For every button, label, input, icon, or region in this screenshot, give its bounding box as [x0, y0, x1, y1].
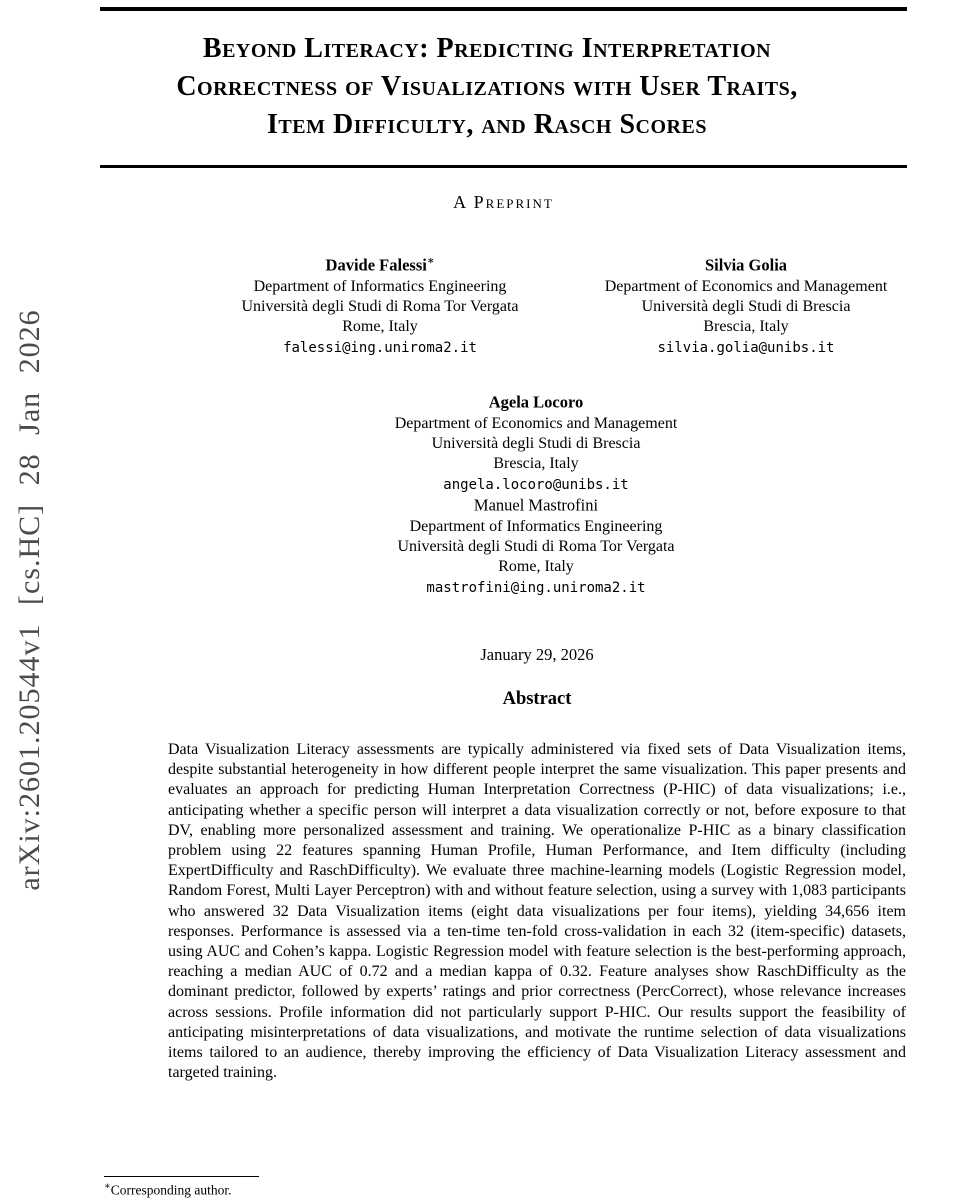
author-department: Department of Informatics Engineering [409, 517, 663, 535]
paper-title [67, 30, 907, 144]
footnote-mark: ∗ [104, 1181, 111, 1192]
author-email: mastrofini@ing.uniroma2.it [426, 580, 646, 597]
author-block-manuel-mastrofini [326, 490, 746, 599]
author-email: angela.locoro@unibs.it [443, 477, 629, 494]
footnote-rule [104, 1176, 259, 1177]
title-line-2: Correctness of Visualizations with User Traits, [176, 71, 798, 102]
author-name [536, 250, 956, 277]
author-name [326, 490, 746, 517]
author-block-davide-falessi [170, 250, 590, 359]
footnote [104, 1181, 232, 1199]
author-block-silvia-golia [536, 250, 956, 359]
author-university: Università degli Studi di Brescia [431, 434, 641, 452]
title-line-1: Beyond Literacy: Predicting Interpretation [202, 33, 772, 64]
author-name-text: Davide Falessi [325, 255, 427, 275]
author-name-text: Silvia Golia [704, 255, 788, 275]
author-department: Department of Informatics Engineering [253, 277, 507, 295]
author-department: Department of Economics and Management [394, 414, 678, 432]
author-university: Università degli Studi di Roma Tor Vergata [241, 297, 519, 315]
corresponding-author-mark: ∗ [426, 255, 435, 267]
author-name-text: Manuel Mastrofini [473, 495, 599, 515]
abstract-heading: Abstract [502, 689, 572, 709]
title-rule [100, 165, 907, 168]
arxiv-stamp: arXiv:2601.20544v1 [cs.HC] 28 Jan 2026 [13, 309, 46, 891]
author-university: Università degli Studi di Brescia [641, 297, 851, 315]
author-name-text: Agela Locoro [488, 392, 584, 412]
top-rule [100, 7, 907, 11]
author-block-agela-locoro [326, 387, 746, 496]
publication-date: January 29, 2026 [480, 645, 594, 664]
author-email: falessi@ing.uniroma2.it [283, 340, 477, 357]
footnote-text: Corresponding author. [110, 1182, 232, 1198]
author-location: Brescia, Italy [493, 455, 579, 473]
abstract-text: Data Visualization Literacy assessments are typically administered via fixed sets of Data Visualization items, despite substantial heterogeneity in how different people interpret the same visualization. This paper presents and evaluates an approach for predicting Human Interpretation Correctness (P-HIC) of data visualizations; i.e., anticipating whether a specific person will interpret a data visualization correctly or not, before exposure to that DV, enabling more personalized assessment and training. We operationalize P-HIC as a binary classification problem using 22 features spanning Human Profile, Human Performance, and Item difficulty (including ExpertDifficulty and RaschDifficulty). We evaluate three machine-learning models (Logistic Regression model, Random Forest, Multi Layer Perceptron) with and without feature selection, using a survey with 1,083 participants who answered 32 Data Visualization items (eight data visualizations per four items), yielding 34,656 item responses. Performance is assessed via a ten-time ten-fold cross-validation in each 32 (item-specific) datasets, using AUC and Cohen’s kappa. Logistic Regression model with feature selection is the best-performing approach, reaching a median AUC of 0.72 and a median kappa of 0.32. Feature analyses show RaschDifficulty as the dominant predictor, followed by experts’ ratings and prior correctness (PercCorrect), whose relevance increases across sessions. Profile information did not particularly support P-HIC. Our results support the feasibility of anticipating misinterpretations of data visualizations, and motivate the runtime selection of data visualizations items tailored to an audience, thereby improving the efficiency of Data Visualization Literacy assessment and targeted training. [168, 741, 906, 1082]
author-email: silvia.golia@unibs.it [657, 340, 835, 357]
author-location: Rome, Italy [342, 318, 418, 336]
title-line-3: Item Difficulty, and Rasch Scores [267, 109, 707, 140]
author-name [170, 250, 590, 277]
author-location: Rome, Italy [498, 558, 574, 576]
preprint-label: A Preprint [453, 192, 554, 212]
author-name [326, 387, 746, 414]
author-university: Università degli Studi di Roma Tor Vergata [397, 537, 675, 555]
author-department: Department of Economics and Management [604, 277, 888, 295]
author-location: Brescia, Italy [703, 318, 789, 336]
